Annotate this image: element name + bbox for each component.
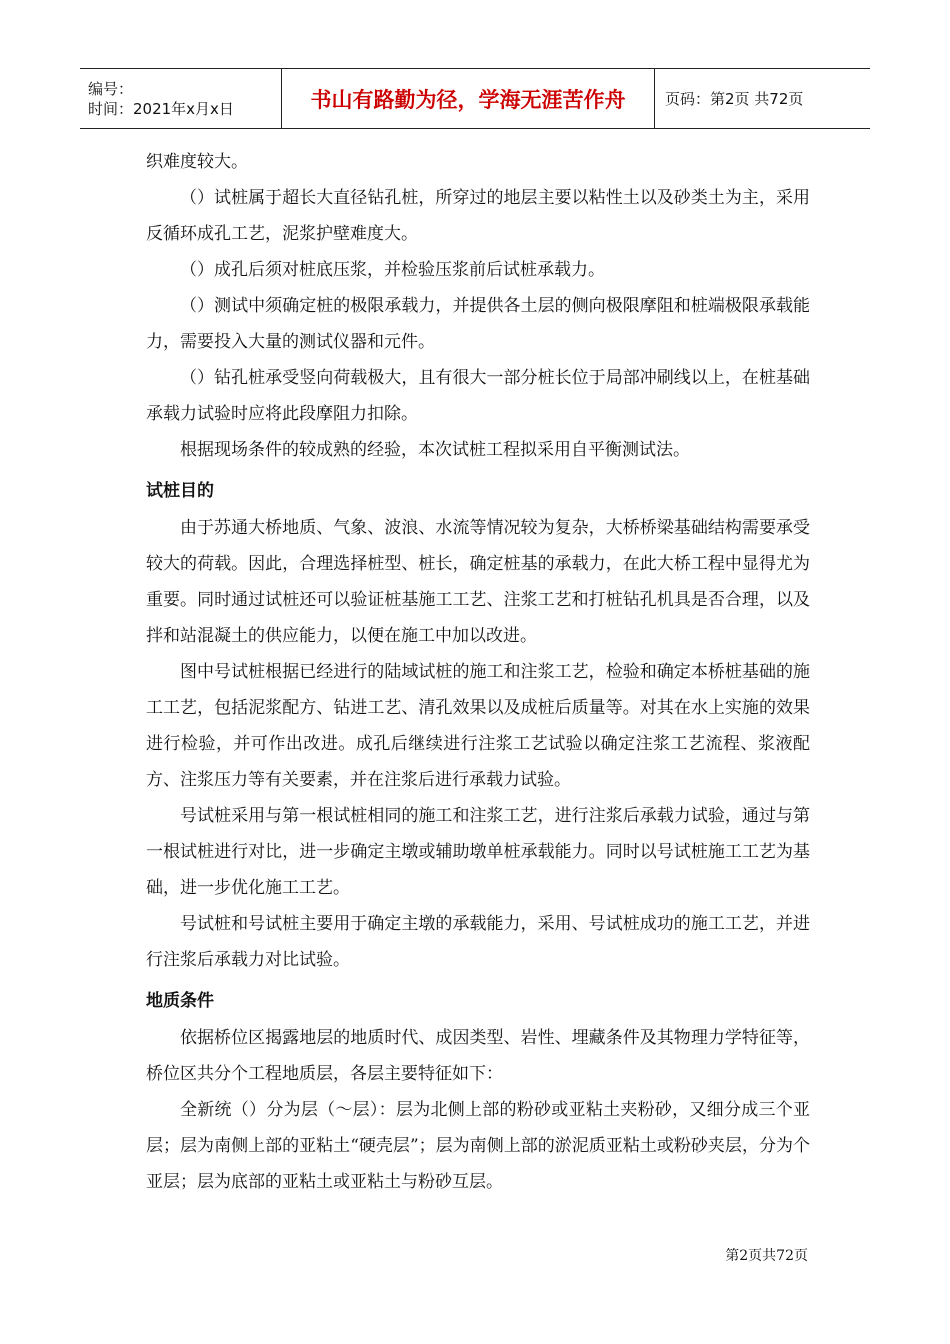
page-footer xyxy=(725,1245,808,1265)
document-body xyxy=(146,144,810,1200)
paragraph: （）测试中须确定桩的极限承载力，并提供各土层的侧向极限摩阻和桩端极限承载能力，需要投入大量的测试仪器和元件。 xyxy=(146,296,810,352)
document-number-label: 编号： xyxy=(88,79,134,98)
paragraph: 图中号试桩根据已经进行的陆域试桩的施工和注浆工艺，检验和确定本桥桩基础的施工工艺，包括泥浆配方、钻进工艺、清孔效果以及成桩后质量等。对其在水上实施的效果进行检验，并可作出改进。成孔后继续进行注浆工艺试验以确定注浆工艺流程、浆液配方、注浆压力等有关要素，并在注浆后进行承载力试验。 xyxy=(146,662,810,790)
paragraph: 根据现场条件的较成熟的经验，本次试桩工程拟采用自平衡测试法。 xyxy=(180,440,690,460)
header-meta xyxy=(80,69,282,128)
footer-page-number: 第2页共72页 xyxy=(725,1248,808,1264)
header-motto xyxy=(282,69,655,128)
motto-text: 书山有路勤为径，学海无涯苦作舟 xyxy=(310,87,626,112)
paragraph: 依据桥位区揭露地层的地质时代、成因类型、岩性、埋藏条件及其物理力学特征等，桥位区共分个工程地质层，各层主要特征如下： xyxy=(146,1028,810,1084)
paragraph: （）钻孔桩承受竖向荷载极大，且有很大一部分桩长位于局部冲刷线以上，在桩基础承载力试验时应将此段摩阻力扣除。 xyxy=(146,368,810,424)
section-heading-test-pile-purpose: 试桩目的 xyxy=(146,481,214,501)
page-header xyxy=(80,68,870,129)
paragraph: 号试桩和号试桩主要用于确定主墩的承载能力，采用、号试桩成功的施工工艺，并进行注浆后承载力对比试验。 xyxy=(146,914,810,970)
paragraph: 织难度较大。 xyxy=(146,152,248,172)
paragraph: 号试桩采用与第一根试桩相同的施工和注浆工艺，进行注浆后承载力试验，通过与第一根试桩进行对比，进一步确定主墩或辅助墩单桩承载能力。同时以号试桩施工工艺为基础，进一步优化施工工艺。 xyxy=(146,806,810,898)
paragraph: 由于苏通大桥地质、气象、波浪、水流等情况较为复杂，大桥桥梁基础结构需要承受较大的荷载。因此，合理选择桩型、桩长，确定桩基的承载力，在此大桥工程中显得尤为重要。同时通过试桩还可以验证桩基施工工艺、注浆工艺和打桩钻孔机具是否合理，以及拌和站混凝土的供应能力，以便在施工中加以改进。 xyxy=(146,518,810,646)
document-time-label: 时间：2021年x月x日 xyxy=(88,99,234,118)
page-number-label: 页码：第2页 共72页 xyxy=(665,90,804,108)
section-heading-geology: 地质条件 xyxy=(146,991,214,1011)
header-page-info xyxy=(655,69,870,128)
paragraph: 全新统（）分为层（～层）：层为北侧上部的粉砂或亚粘土夹粉砂，又细分成三个亚层；层为南侧上部的亚粘土“硬壳层”；层为南侧上部的淤泥质亚粘土或粉砂夹层，分为个亚层；层为底部的亚粘土或亚粘土与粉砂互层。 xyxy=(146,1100,810,1192)
paragraph: （）成孔后须对桩底压浆，并检验压浆前后试桩承载力。 xyxy=(180,260,605,280)
paragraph: （）试桩属于超长大直径钻孔桩，所穿过的地层主要以粘性土以及砂类土为主，采用反循环成孔工艺，泥浆护壁难度大。 xyxy=(146,188,810,244)
